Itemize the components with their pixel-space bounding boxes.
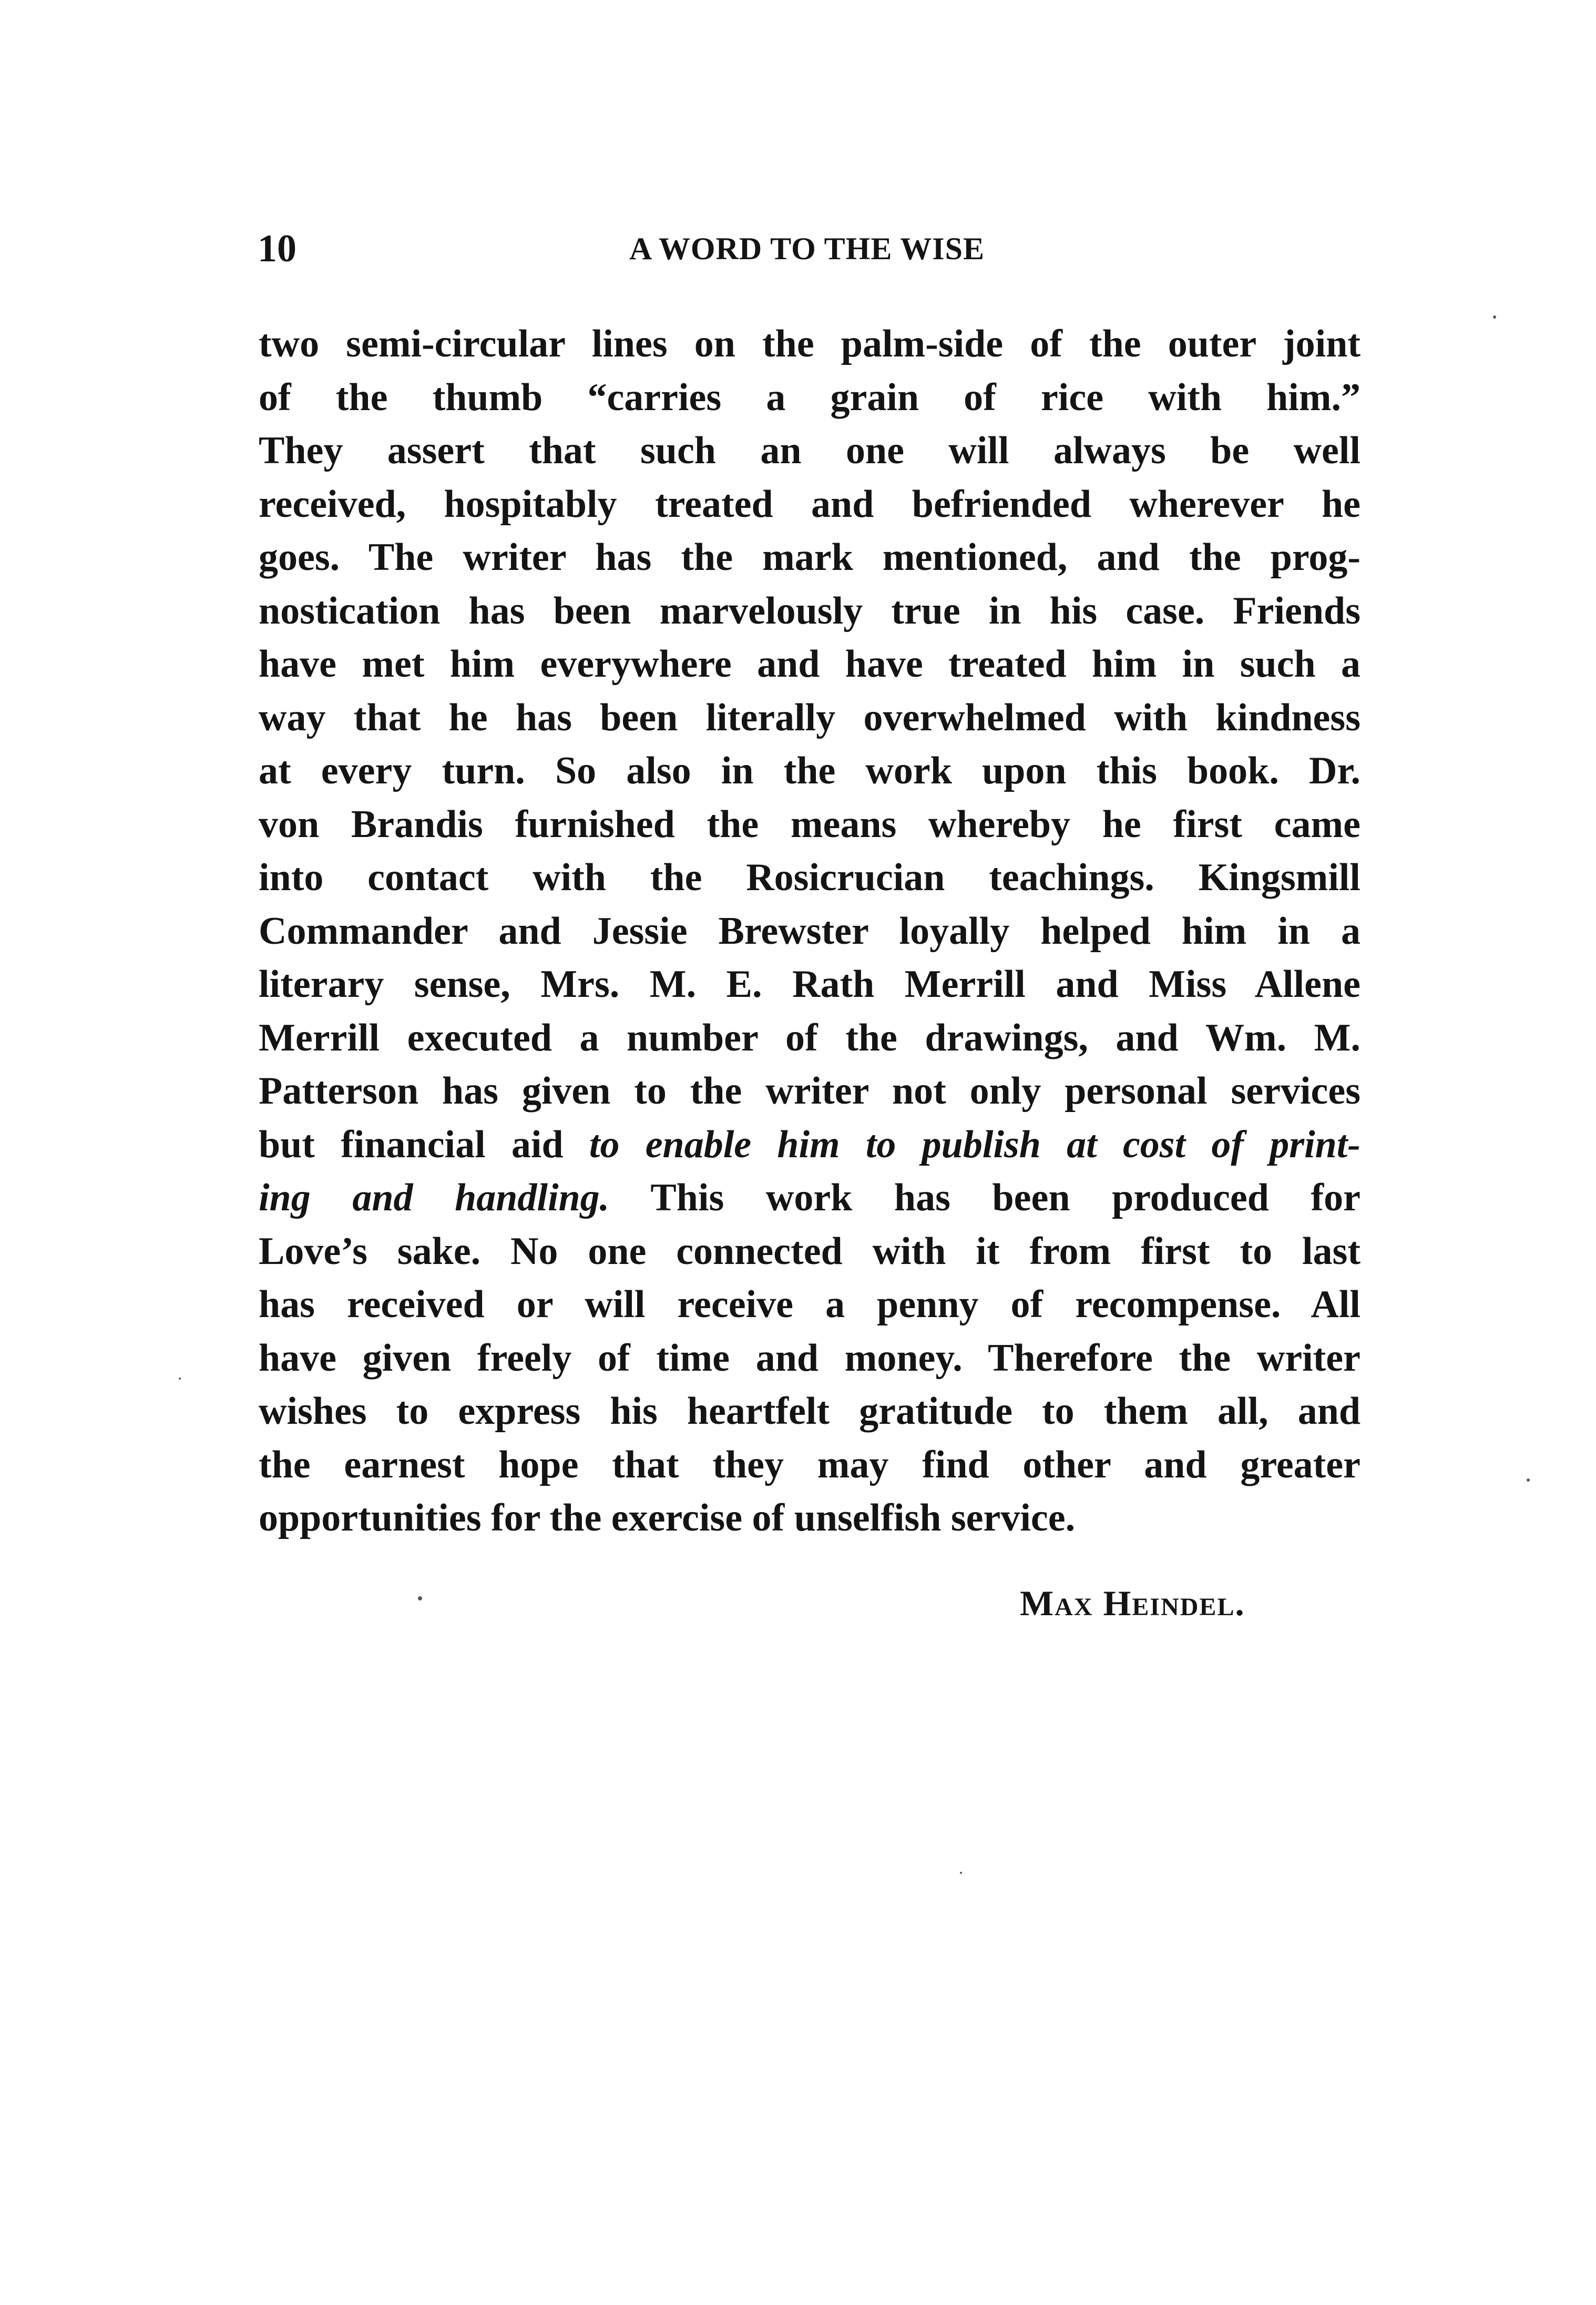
page-number: 10: [258, 227, 296, 270]
text-line: Patterson has given to the writer not only personal services: [259, 1069, 1360, 1113]
text-segment: but financial aid: [259, 1123, 589, 1166]
text-line: has received or will receive a penny of recompense. All: [259, 1283, 1360, 1326]
text-line: the earnest hope that they may find other and greater: [259, 1443, 1360, 1486]
text-line: wishes to express his heartfelt gratitude to them all, and: [259, 1390, 1360, 1433]
italic-text: to enable him to publish at cost of print-: [589, 1123, 1360, 1166]
text-line: into contact with the Rosicrucian teachings. Kingsmill: [259, 856, 1360, 899]
text-line: Merrill executed a number of the drawings, and Wm. M.: [259, 1016, 1360, 1059]
text-line: have met him everywhere and have treated him in such a: [259, 642, 1360, 686]
author-signature: Max Heindel.: [1020, 1583, 1245, 1623]
scan-speck: [1493, 315, 1496, 319]
text-line: two semi-circular lines on the palm-side of the outer joint: [259, 322, 1360, 365]
text-line: They assert that such an one will always be well: [259, 429, 1360, 472]
italic-text: ing and handling.: [259, 1176, 610, 1219]
page-header: [258, 220, 1362, 278]
text-line: [259, 1118, 1360, 1172]
text-line: of the thumb “carries a grain of rice with him.”: [259, 375, 1360, 419]
text-line: goes. The writer has the mark mentioned, and the prog-: [259, 536, 1360, 579]
text-line: at every turn. So also in the work upon this book. Dr.: [259, 749, 1360, 792]
text-segment: This work has been produced for: [609, 1176, 1360, 1219]
text-line: received, hospitably treated and befriended wherever he: [259, 482, 1360, 526]
text-line: opportunities for the exercise of unselfish service.: [259, 1496, 1076, 1539]
scan-speck: [1527, 1478, 1530, 1482]
text-line: Love’s sake. No one connected with it from first to last: [259, 1229, 1360, 1273]
text-line: way that he has been literally overwhelmed with kindness: [259, 696, 1360, 739]
text-line: Commander and Jessie Brewster loyally helped him in a: [259, 909, 1360, 953]
text-line: [259, 1171, 1360, 1225]
scan-speck: [960, 1872, 962, 1874]
body-paragraph: [259, 318, 1360, 1545]
text-line: nostication has been marvelously true in his case. Friends: [259, 589, 1360, 633]
running-head: A WORD TO THE WISE: [629, 231, 985, 266]
scan-speck: [179, 1378, 181, 1380]
text-line: von Brandis furnished the means whereby he first came: [259, 802, 1360, 846]
text-line: have given freely of time and money. Therefore the writer: [259, 1336, 1360, 1380]
text-line: literary sense, Mrs. M. E. Rath Merrill and Miss Allene: [259, 963, 1360, 1006]
scan-speck: [418, 1596, 422, 1600]
